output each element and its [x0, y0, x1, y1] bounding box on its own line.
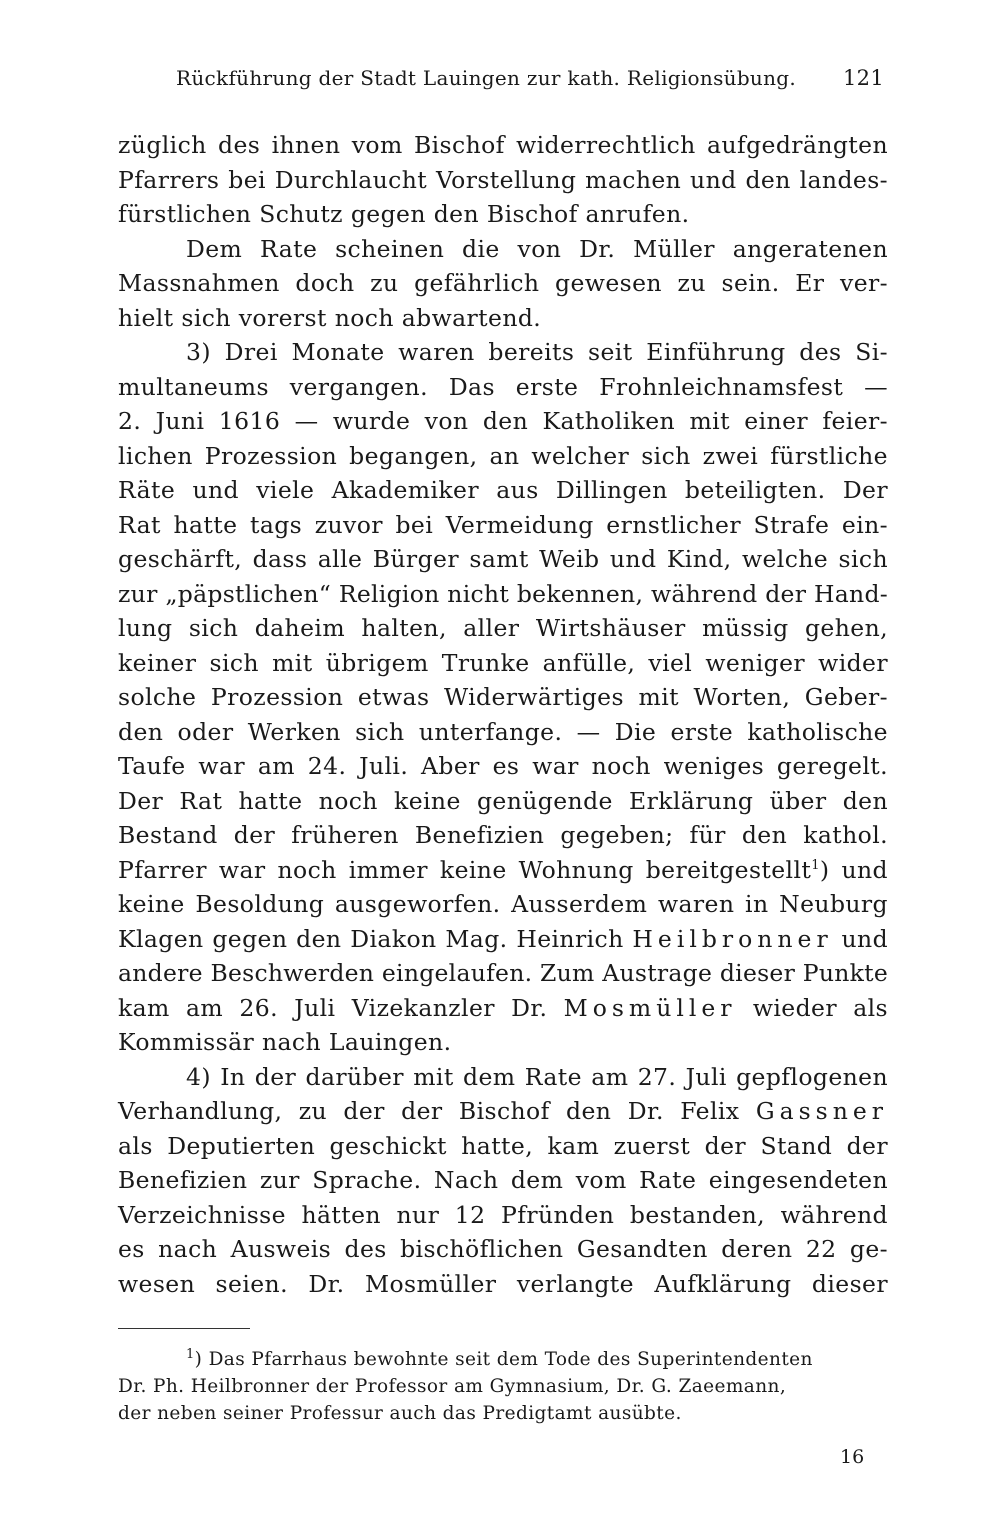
- text-line: zur „päpstlichen“ Religion nicht bekennen, während der Hand-: [118, 579, 888, 608]
- text-line: solche Prozession etwas Widerwärtiges mit Worten, Geber-: [118, 683, 888, 711]
- text-segment: ) Das Pfarrhaus bewohnte seit dem Tode des Superintendenten: [194, 1349, 813, 1370]
- body-text: [118, 128, 888, 1301]
- text-line: Dem Rate scheinen die von Dr. Müller angeratenen: [186, 234, 888, 263]
- text-line: lichen Prozession begangen, an welcher sich zwei fürstliche: [118, 441, 888, 470]
- text-line: 2. Juni 1616 — wurde von den Katholiken mit einer feier-: [118, 407, 888, 435]
- spaced-name: Heilbronner: [632, 924, 833, 953]
- text-line: Taufe war am 24. Juli. Aber es war noch weniges geregelt.: [118, 752, 888, 780]
- text-segment: Verhandlung, zu der der Bischof den Dr. Felix: [118, 1097, 740, 1125]
- text-line: Verzeichnisse hätten nur 12 Pfründen bestanden, während: [118, 1200, 888, 1229]
- text-line: Massnahmen doch zu gefährlich gewesen zu sein. Er ver-: [118, 269, 888, 297]
- text-segment: wieder als: [752, 993, 889, 1022]
- page-number: 121: [843, 66, 884, 90]
- text-line: hielt sich vorerst noch abwartend.: [118, 303, 542, 332]
- text-line: [118, 991, 888, 1026]
- text-line: geschärft, dass alle Bürger samt Weib und Kind, welche sich: [118, 545, 888, 573]
- text-line: multaneums vergangen. Das erste Frohnleichnamsfest —: [118, 372, 888, 401]
- text-line: [118, 1094, 888, 1129]
- text-line: [118, 853, 888, 888]
- footnote-divider: [118, 1328, 250, 1329]
- footnote-ref: 1: [811, 857, 820, 873]
- text-line: Bestand der früheren Benefizien gegeben; für den kathol.: [118, 821, 888, 849]
- text-line: Rat hatte tags zuvor bei Vermeidung ernstlicher Strafe ein-: [118, 510, 888, 539]
- footnote-line: der neben seiner Professur auch das Predigtamt ausübte.: [118, 1403, 682, 1424]
- spaced-name: Gassner: [755, 1097, 889, 1125]
- footnote-line: [118, 1346, 888, 1373]
- text-line: Der Rat hatte noch keine genügende Erklärung über den: [118, 786, 888, 815]
- text-line: 4) In der darüber mit dem Rate am 27. Juli gepflogenen: [186, 1062, 888, 1091]
- text-line: züglich des ihnen vom Bischof widerrechtlich aufgedrängten: [118, 131, 888, 159]
- text-line: lung sich daheim halten, aller Wirtshäuser müssig gehen,: [118, 614, 888, 642]
- text-line: Pfarrers bei Durchlaucht Vorstellung machen und den landes-: [118, 165, 888, 194]
- text-line: den oder Werken sich unterfange. — Die erste katholische: [118, 717, 888, 746]
- text-line: keine Besoldung ausgeworfen. Ausserdem waren in Neuburg: [118, 890, 888, 918]
- footnote: [118, 1346, 888, 1427]
- text-segment: Pfarrer war noch immer keine Wohnung bereitgestellt: [118, 855, 812, 884]
- text-line: Benefizien zur Sprache. Nach dem vom Rate eingesendeten: [118, 1166, 888, 1194]
- text-line: Räte und viele Akademiker aus Dillingen beteiligten. Der: [118, 476, 888, 504]
- spaced-name: Mosmüller: [563, 993, 737, 1022]
- text-line: andere Beschwerden eingelaufen. Zum Austrage dieser Punkte: [118, 959, 888, 987]
- text-line: es nach Ausweis des bischöflichen Gesandten deren 22 ge-: [118, 1235, 888, 1263]
- text-line: [118, 922, 888, 957]
- text-line: fürstlichen Schutz gegen den Bischof anrufen.: [118, 200, 690, 228]
- footnote-line: Dr. Ph. Heilbronner der Professor am Gymnasium, Dr. G. Zaeemann,: [118, 1376, 787, 1397]
- text-segment: ) und: [819, 855, 888, 884]
- text-line: als Deputierten geschickt hatte, kam zuerst der Stand der: [118, 1131, 888, 1160]
- text-segment: und: [841, 924, 889, 953]
- text-line: keiner sich mit übrigem Trunke anfülle, viel weniger wider: [118, 648, 888, 677]
- text-segment: Klagen gegen den Diakon Mag. Heinrich: [118, 924, 624, 953]
- text-line: wesen seien. Dr. Mosmüller verlangte Aufklärung dieser: [118, 1269, 888, 1298]
- running-title: Rückführung der Stadt Lauingen zur kath. Religionsübung.: [176, 66, 797, 90]
- signature-mark: 16: [840, 1446, 865, 1468]
- text-line: Kommissär nach Lauingen.: [118, 1028, 452, 1056]
- footnote-marker: 1: [186, 1346, 195, 1362]
- text-segment: kam am 26. Juli Vizekanzler Dr.: [118, 993, 548, 1022]
- text-line: 3) Drei Monate waren bereits seit Einführung des Si-: [186, 338, 888, 366]
